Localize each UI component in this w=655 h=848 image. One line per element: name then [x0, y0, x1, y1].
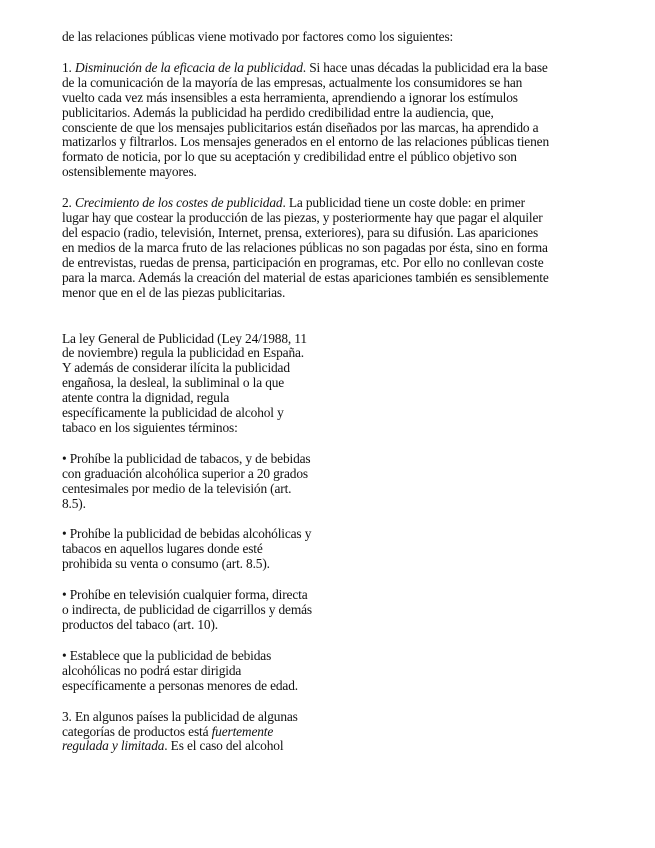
factor-3-tail: . Es el caso del alcohol — [164, 738, 284, 754]
factor-3-paragraph — [62, 710, 312, 755]
factor-2-heading: Crecimiento de los costes de publicidad — [74, 195, 283, 211]
factor-2-body: . La publicidad tiene un coste doble: en primer lugar hay que costear la producción de las piezas, y posteriormente hay que pagar el alquiler del espacio (radio, televisión, Internet, prensa, exteriores), para su difusión. Las apariciones en medios de la marca fruto de las relaciones públicas no son pagadas por ésta, sino en forma de entrevistas, ruedas de prensa, participación en programas, etc. Por ello no conllevan coste para la marca. Además la creación del material de estas apariciones también es sensiblemente menor que en el de las piezas publicitarias. — [62, 195, 549, 300]
factor-3-lead: 3. En algunos países la publicidad de algunas categorías de productos está — [62, 708, 298, 739]
bullet-item: • Prohíbe la publicidad de tabacos, y de bebidas con graduación alcohólica superior a 20 grados centesimales por medio de la televisión (art. 8.5). — [62, 450, 311, 511]
bullet-item: • Prohíbe en televisión cualquier forma, directa o indirecta, de publicidad de cigarrillos y demás productos del tabaco (art. 10). — [62, 587, 312, 632]
factor-1-heading: Disminución de la eficacia de la publicidad — [74, 59, 303, 75]
bullet-item: • Prohíbe la publicidad de bebidas alcohólicas y tabacos en aquellos lugares donde esté prohibida su venta o consumo (art. 8.5). — [62, 526, 312, 572]
law-intro-paragraph: La ley General de Publicidad (Ley 24/1988, 11 de noviembre) regula la publicidad en España. Y además de considerar ilícita la publicidad engañosa, la desleal, la subliminal o la que atente contra la dignidad, regula específicamente la publicidad de alcohol y tabaco en los siguientes términos: — [62, 330, 307, 435]
document-page — [62, 30, 550, 754]
factor-3-emphasis: fuertemente regulada y limitada — [62, 723, 274, 754]
factor-1-body: . Si hace unas décadas la publicidad era la base de la comunicación de la mayoría de las empresas, actualmente los consumidores se han vuelto cada vez más insensibles a esta herramienta, aprendiendo a ignorar los estímulos publicitarios. Además la publicidad ha perdido credibilidad entre la audiencia, que, consciente de que los mensajes publicitarios están diseñados por las marcas, ha aprendido a matizarlos y filtrarlos. Los mensajes generados en el entorno de las relaciones públicas tienen formato de noticia, por lo que su aceptación y credibilidad entre el público objetivo son ostensiblemente mayores. — [62, 59, 549, 180]
bullet-item: • Establece que la publicidad de bebidas alcohólicas no podrá estar dirigida específicamente a personas menores de edad. — [62, 647, 298, 693]
factor-1-paragraph — [62, 61, 550, 180]
factor-1-number: 1. — [62, 59, 72, 75]
intro-paragraph: de las relaciones públicas viene motivado por factores como los siguientes: — [62, 29, 454, 44]
factor-2-paragraph — [62, 196, 550, 300]
factor-2-number: 2. — [62, 195, 72, 211]
